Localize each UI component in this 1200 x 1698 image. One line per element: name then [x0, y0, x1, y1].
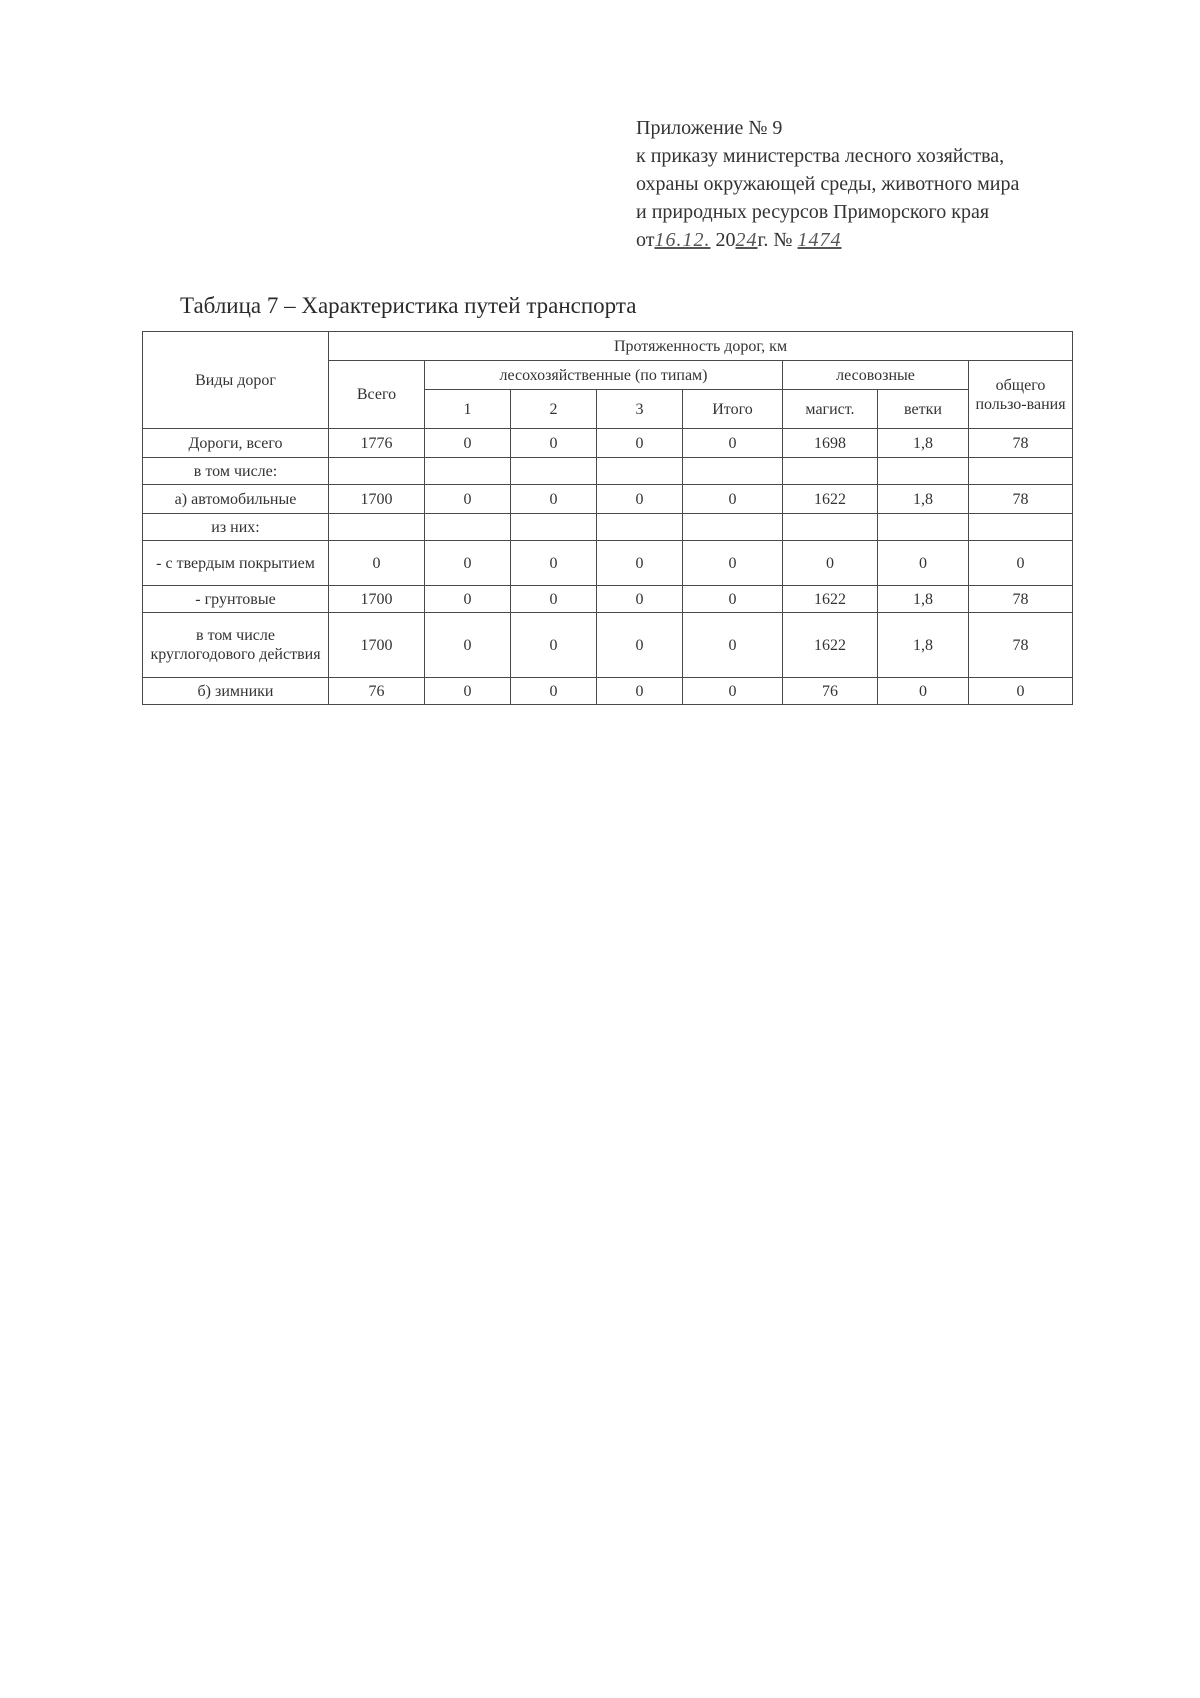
row-value: 0	[511, 586, 597, 613]
row-value	[511, 458, 597, 485]
row-value: 1,8	[878, 586, 969, 613]
row-label: - с твердым покрытием	[143, 541, 329, 586]
from-prefix: от	[636, 229, 655, 251]
row-value: 0	[597, 586, 683, 613]
row-value: 1700	[329, 613, 425, 678]
row-value: 0	[597, 678, 683, 705]
row-value: 1700	[329, 586, 425, 613]
appendix-line-4: и природных ресурсов Приморского края	[636, 201, 990, 223]
row-value	[783, 514, 878, 541]
row-value: 78	[969, 613, 1073, 678]
roads-table	[142, 331, 1073, 705]
table-row	[143, 429, 1073, 458]
header-forestry: лесохозяйственные (по типам)	[425, 361, 783, 390]
row-value: 78	[969, 485, 1073, 514]
row-value: 1622	[783, 586, 878, 613]
row-value: 0	[511, 541, 597, 586]
row-value: 1,8	[878, 613, 969, 678]
header-type-1: 1	[425, 390, 511, 429]
row-label: из них:	[143, 514, 329, 541]
row-value: 0	[683, 613, 783, 678]
table-row	[143, 541, 1073, 586]
row-value: 0	[969, 541, 1073, 586]
row-value	[597, 514, 683, 541]
row-value: 0	[425, 678, 511, 705]
row-value: 1622	[783, 485, 878, 514]
appendix-number: Приложение № 9	[636, 117, 783, 139]
row-value	[425, 514, 511, 541]
row-value: 0	[511, 485, 597, 514]
row-value: 0	[425, 429, 511, 458]
year-unit: г. №	[757, 229, 793, 251]
row-value	[969, 458, 1073, 485]
row-value: 0	[878, 678, 969, 705]
row-value: 1622	[783, 613, 878, 678]
table-title: Таблица 7 – Характеристика путей транспорта	[180, 293, 637, 318]
year-prefix: 20	[715, 229, 736, 251]
row-label: б) зимники	[143, 678, 329, 705]
row-value: 1,8	[878, 485, 969, 514]
row-value	[683, 458, 783, 485]
row-value	[878, 514, 969, 541]
row-value: 0	[425, 586, 511, 613]
appendix-date-line	[636, 226, 1156, 254]
row-label: Дороги, всего	[143, 429, 329, 458]
row-value	[511, 514, 597, 541]
table-row	[143, 458, 1073, 485]
row-value	[329, 514, 425, 541]
header-length: Протяженность дорог, км	[329, 332, 1073, 361]
header-branches: ветки	[878, 390, 969, 429]
row-value: 0	[511, 613, 597, 678]
header-type-3: 3	[597, 390, 683, 429]
row-value: 0	[878, 541, 969, 586]
row-value: 76	[783, 678, 878, 705]
row-value: 0	[597, 541, 683, 586]
row-value	[783, 458, 878, 485]
table-row	[143, 485, 1073, 514]
row-value: 76	[329, 678, 425, 705]
row-value: 1,8	[878, 429, 969, 458]
row-label: в том числе круглогодового действия	[143, 613, 329, 678]
header-road-types: Виды дорог	[143, 332, 329, 429]
row-value	[597, 458, 683, 485]
row-value	[969, 514, 1073, 541]
row-value: 0	[683, 429, 783, 458]
row-value: 0	[329, 541, 425, 586]
appendix-block	[636, 114, 1156, 254]
row-value: 0	[425, 613, 511, 678]
header-logging: лесовозные	[783, 361, 969, 390]
table-row	[143, 613, 1073, 678]
appendix-line-2: к приказу министерства лесного хозяйства,	[636, 145, 1005, 167]
appendix-line-3: охраны окружающей среды, животного мира	[636, 173, 1020, 195]
handwritten-date: 16.12.	[654, 229, 711, 251]
table-row	[143, 514, 1073, 541]
row-value: 78	[969, 429, 1073, 458]
row-value: 0	[683, 678, 783, 705]
row-label: а) автомобильные	[143, 485, 329, 514]
row-value: 0	[511, 429, 597, 458]
row-value: 0	[511, 678, 597, 705]
row-value: 0	[425, 485, 511, 514]
row-value	[329, 458, 425, 485]
table-row	[143, 678, 1073, 705]
table-row	[143, 586, 1073, 613]
row-label: в том числе:	[143, 458, 329, 485]
row-value: 0	[683, 586, 783, 613]
header-forestry-total: Итого	[683, 390, 783, 429]
row-value: 0	[969, 678, 1073, 705]
handwritten-order-number: 1474	[797, 229, 842, 251]
table-body	[143, 429, 1073, 705]
row-value	[683, 514, 783, 541]
row-value: 0	[783, 541, 878, 586]
row-value: 78	[969, 586, 1073, 613]
row-value: 0	[597, 485, 683, 514]
row-label: - грунтовые	[143, 586, 329, 613]
row-value: 0	[425, 541, 511, 586]
header-main: магист.	[783, 390, 878, 429]
row-value: 0	[597, 429, 683, 458]
header-type-2: 2	[511, 390, 597, 429]
row-value	[425, 458, 511, 485]
row-value: 1700	[329, 485, 425, 514]
header-public: общего пользо-вания	[969, 361, 1073, 429]
row-value: 1776	[329, 429, 425, 458]
header-total: Всего	[329, 361, 425, 429]
row-value: 1698	[783, 429, 878, 458]
row-value	[878, 458, 969, 485]
row-value: 0	[597, 613, 683, 678]
row-value: 0	[683, 485, 783, 514]
handwritten-year: 24	[735, 229, 758, 251]
row-value: 0	[683, 541, 783, 586]
